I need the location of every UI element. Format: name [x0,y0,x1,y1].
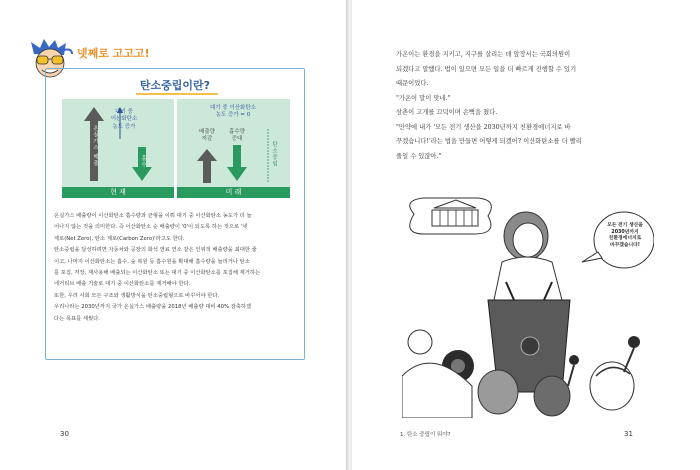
body-line: 제로(Net Zero), 탄소 제로(Carbon Zero)'라고도 한다. [54,235,185,242]
speaker-body [494,257,562,300]
story-line: "가온이 말이 맞네." [396,94,451,102]
page-number-right: 31 [624,430,633,438]
reduced-emission-arrow-icon [197,149,217,183]
present-label: 현 재 [62,187,174,198]
future-right-line: 흡수량 [229,129,245,135]
info-box-body [54,211,298,325]
story-line: 꾸겠습니다!'라는 법을 만들면 어떻게 되겠어? 이산화탄소를 더 빨리 [396,138,582,145]
body-line: 다는 목표를 세웠다. [54,315,100,322]
speech-line: 친환경에너지로 [608,236,642,241]
present-up-line: 대기 중 [115,109,133,115]
body-line: 를 포집, 저장, 재사용해 배출되는 이산화탄소 또는 대기 중 이산화탄소를 포집해 제거하는 [54,270,261,277]
info-box [45,68,305,360]
speech-line: 모든 전기 생산을 [607,223,643,228]
future-left-line: 배출량 [199,129,215,135]
podium-emblem-icon [521,337,539,355]
reporter-head [590,362,634,410]
body-line: 온실가스 배출량이 이산화탄소 흡수량과 균형을 이뤄 대기 중 이산화탄소 농도가 더 늘 [54,213,252,219]
body-line: 탄소중립을 달성하려면 자동차와 공장의 화석 연료 연소 같은 인위적 배출량을 최대한 줄 [54,247,257,254]
carbon-neutral-diagram [62,99,290,205]
future-left-line: 저감 [201,136,213,143]
future-left-text [192,129,222,144]
story-line: 되겠다고 말했다. 법이 있으면 모든 일을 더 빠르게 진행할 수 있기 [396,65,577,73]
page-number-left: 30 [60,430,69,438]
story-text [396,48,668,164]
story-line: 가온이는 환경을 지키고, 지구를 살리는 데 앞장서는 국회의원이 [396,51,571,58]
microphone-icon [569,355,579,365]
present-up-text [102,109,146,131]
info-box-title: 탄소중립이란? [139,79,211,92]
speech-bubble-text [600,223,650,249]
body-line: 어나지 않는 것을 의미한다. 즉 이산화탄소 순 배출량이 '0'이 되도록 하는 것으로 '넷 [54,224,248,231]
story-line: 삼촌이 고개를 끄덕이며 손뼉을 쳤다. [396,109,498,116]
right-page [352,0,700,470]
story-line: "만약에 내가 '모든 전기 생산을 2030년까지 친환경에너지로 바 [396,123,571,131]
reporter-head [478,370,518,414]
future-right-line: 증대 [231,136,243,143]
future-top-line: 대기 중 이산화탄소 [209,105,256,111]
present-absorb-label: 흡수 [140,155,146,168]
press-conference-illustration [402,196,654,418]
body-line: 이고, 나머지 이산화탄소는 흡수, 숲 복원 등 흡수원을 확대해 흡수량을 늘리거나 탄소 [54,258,250,265]
present-up-line: 농도 증가 [112,123,136,130]
body-line: 우리나라는 2030년까지 국가 온실가스 배출량을 2018년 배출량 대비 40% 감축하겠 [54,304,252,311]
chapter-footer: 1. 탄소 중립이 뭐야? [400,432,451,438]
present-emission-label: 온실가스 배출 [92,125,98,167]
future-vertical-label: 탄소중립 [271,141,277,167]
body-line: 네거티브 배출 기술로 대기 중 이산화탄소를 제거해야 한다. [54,281,191,288]
speech-line: 바꾸겠습니다! [610,242,640,248]
present-up-line: 이산화탄소 [110,116,138,123]
future-top-text [190,105,276,120]
speaker-face [513,223,543,257]
future-top-line: 농도 증가 = 0 [215,112,251,119]
future-label: 미 래 [177,187,290,198]
increased-absorb-arrow-icon [227,145,247,181]
left-page [0,0,348,470]
future-right-text [222,129,252,144]
story-line: 때문이었다. [396,80,429,87]
microphone-icon [628,336,640,348]
story-line: 줄일 수 있잖아." [396,152,442,160]
thought-bubble-icon [410,198,492,234]
section-tag: 넷째로 고고고! [77,47,150,60]
reporter-head [534,376,570,416]
body-line: 또한, 우리 사회 모든 구조와 생활방식을 탄소중립형으로 바꾸어야 한다. [54,292,220,299]
speech-line: 2030년까지 [611,229,639,235]
title-underline [136,93,218,95]
